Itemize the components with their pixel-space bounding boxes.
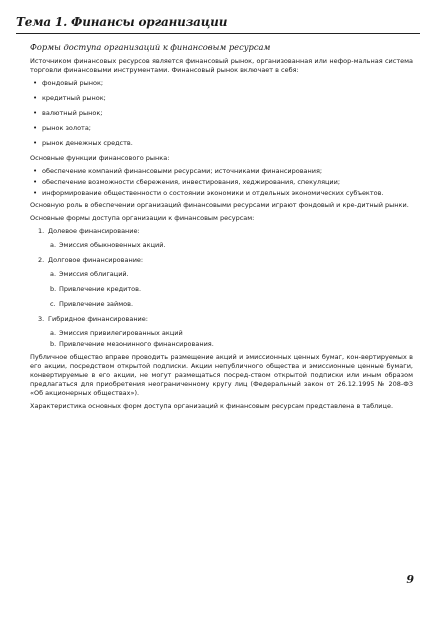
form-number: 1. [38,227,45,235]
sublist-text: Эмиссия обыкновенных акций. [59,241,166,249]
sublist-marker: a. [50,270,57,278]
market-list [30,79,413,148]
sublist-text: Привлечение займов. [59,300,134,308]
form-label: Долговое финансирование: [48,256,144,264]
sublist-marker: c. [50,300,56,308]
sublist-text: Эмиссия облигаций. [59,270,129,278]
sublist-marker: a. [50,329,57,337]
functions-heading: Основные функции финансового рынка: [30,154,170,162]
form-sublist [30,329,413,349]
page-header [16,14,420,34]
list-item: • обеспечение компаний финансовыми ресурсами; источниками финансирования; [30,167,413,176]
form-item [30,315,413,349]
list-item: • валютный рынок; [30,109,413,118]
sublist-text: Привлечение мезонинного финансирования. [59,340,214,348]
intro-paragraph: Источником финансовых ресурсов является финансовый рынок, организованная или нефор-мальная система торговли финансовыми инструментами. Финансовый рынок включает в себя: [30,57,413,74]
page-number: 9 [406,573,414,586]
role-paragraph: Основную роль в обеспечении организаций финансовыми ресурсами играют фондовый и кре-дитный рынки. [30,201,409,209]
form-item [30,256,413,309]
form-number: 2. [38,256,45,264]
sublist-item [30,300,413,309]
sublist-text: Эмиссия привилегированных акций [59,329,183,337]
list-item: • рынок денежных средств. [30,139,413,148]
page-content [30,42,413,415]
form-number: 3. [38,315,45,323]
forms-heading: Основные формы доступа организации к финансовым ресурсам: [30,214,255,222]
form-sublist [30,270,413,309]
list-item: • фондовый рынок; [30,79,413,88]
functions-list [30,167,413,198]
chapter-title: Тема 1. Финансы организации [16,15,228,29]
form-label: Долевое финансирование: [48,227,140,235]
sublist-item [30,285,413,294]
list-item: • кредитный рынок; [30,94,413,103]
sublist-item [30,270,413,279]
section-title: Формы доступа организаций к финансовым ресурсам [30,42,271,52]
sublist-marker: b. [50,340,57,348]
sublist-item [30,329,413,338]
forms-list [30,227,413,349]
sublist-marker: b. [50,285,57,293]
form-label: Гибридное финансирование: [48,315,148,323]
list-item: • рынок золота; [30,124,413,133]
sublist-item [30,340,413,349]
sublist-text: Привлечение кредитов. [59,285,142,293]
header-divider [16,33,420,34]
sublist-marker: a. [50,241,57,249]
sublist-item [30,241,413,250]
characteristics-paragraph: Характеристика основных форм доступа организаций к финансовым ресурсам представлена в таблице. [30,402,394,410]
list-item: • информирование общественности о состоянии экономики и отдельных экономических субъектов. [30,189,413,198]
public-company-paragraph: Публичное общество вправе проводить размещение акций и эмиссионных ценных бумаг, кон-вертируемых в его акции, посредством открытой подписки. Акции непубличного общества и эмиссионные ценные бумаги, конвертируемые в его акции, не могут размещаться посред-ством открытой подписки или иным образом предлагаться для приобретения неограниченному кругу лиц (Федеральный закон от 26.12.1995 № 208-ФЗ «Об акционерных обществах»). [30,353,413,397]
form-sublist [30,241,413,250]
list-item: • обеспечение возможности сбережения, инвестирования, хеджирования, спекуляции; [30,178,413,187]
form-item [30,227,413,250]
